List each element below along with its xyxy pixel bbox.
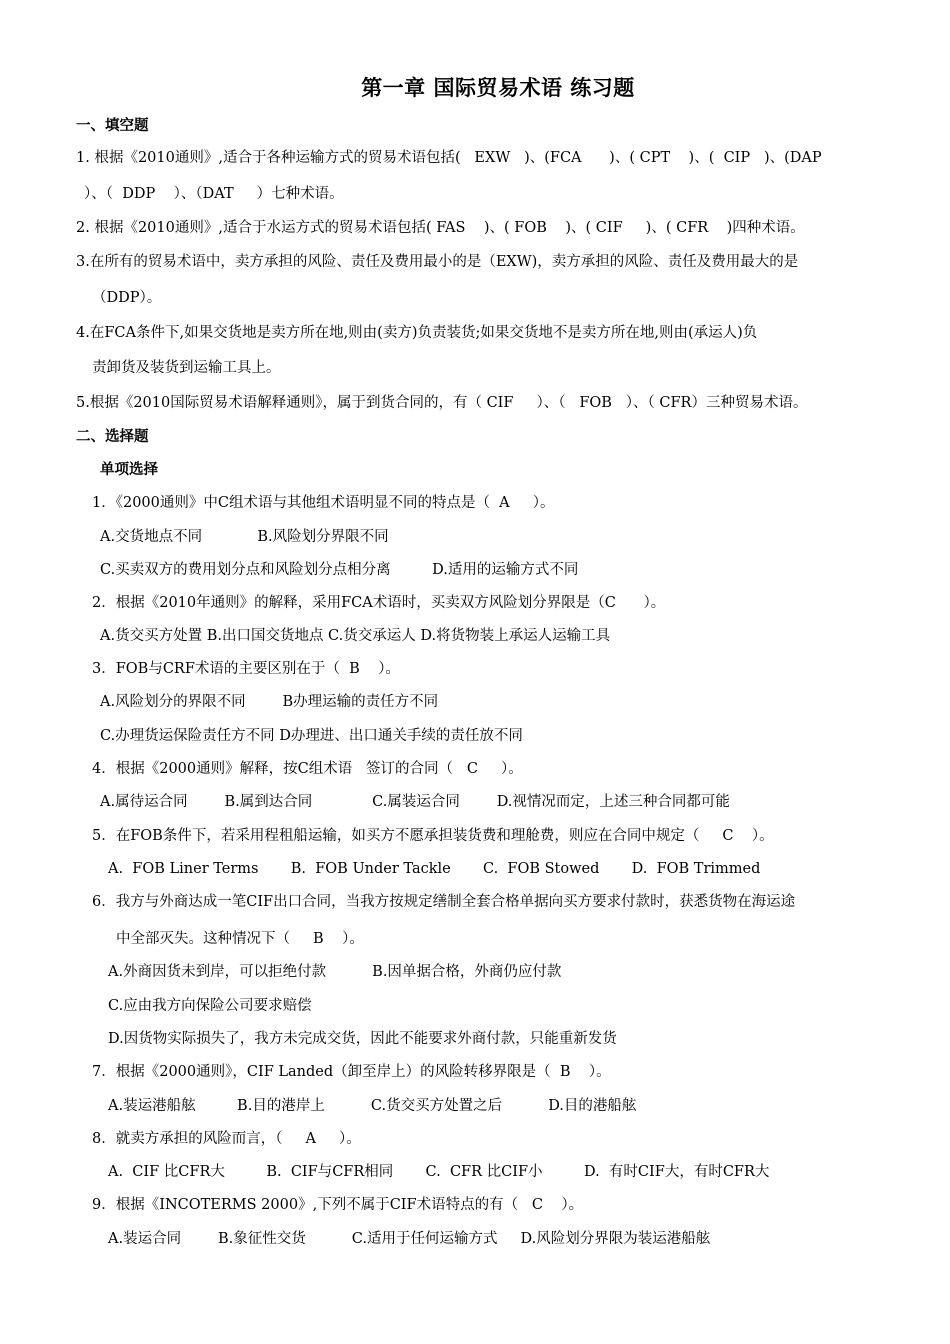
options-line: A.装运合同 B.象征性交货 C.适用于任何运输方式 D.风险划分界限为装运港船舷: [108, 1231, 711, 1247]
options-line: C.应由我方向保险公司要求赔偿: [108, 998, 312, 1014]
options-line: A. CIF 比CFR大 B. CIF与CFR相同 C. CFR 比CIF小 D. 有时CIF大，有时CFR大: [108, 1164, 770, 1180]
question-line: （DDP）。: [92, 290, 162, 306]
question-line: 2．根据《2010年通则》的解释，采用FCA术语时，买卖双方风险划分界限是（C ）。: [92, 595, 666, 611]
page-title: 第一章 国际贸易术语 练习题: [361, 76, 635, 100]
options-line: A.装运港船舷 B.目的港岸上 C.货交买方处置之后 D.目的港船舷: [108, 1098, 637, 1114]
subheading-single-choice: 单项选择: [100, 462, 158, 478]
options-line: A.外商因货未到岸，可以拒绝付款 B.因单据合格，外商仍应付款: [108, 964, 562, 980]
options-line: A.交货地点不同 B.风险划分界限不同: [100, 529, 389, 545]
options-line: A. FOB Liner Terms B. FOB Under Tackle C. FOB Stowed D. FOB Trimmed: [108, 861, 761, 877]
options-line: A.货交买方处置 B.出口国交货地点 C.货交承运人 D.将货物装上承运人运输工具: [100, 628, 611, 644]
question-line: 8．就卖方承担的风险而言，（ A ）。: [92, 1131, 361, 1147]
question-line: 中全部灭失。这种情况下（ B ）。: [116, 931, 364, 947]
options-line: D.因货物实际损失了，我方未完成交货，因此不能要求外商付款，只能重新发货: [108, 1031, 617, 1047]
options-line: C.买卖双方的费用划分点和风险划分点相分离 D.适用的运输方式不同: [100, 562, 579, 578]
options-line: C.办理货运保险责任方不同 D办理进、出口通关手续的责任放不同: [100, 728, 523, 744]
question-line: ）、（ DDP ）、（DAT ）七种术语。: [84, 186, 344, 202]
question-line: 3.在所有的贸易术语中，卖方承担的风险、责任及费用最小的是（EXW)，卖方承担的风险、责任及费用最大的是: [76, 254, 799, 270]
question-line: 4．根据《2000通则》解释，按C组术语 签订的合同（ C ）。: [92, 761, 523, 777]
question-line: 2. 根据《2010通则》,适合于水运方式的贸易术语包括( FAS )、( FOB )、( CIF )、( CFR )四种术语。: [76, 220, 805, 236]
question-line: 3．FOB与CRF术语的主要区别在于（ B ）。: [92, 661, 400, 677]
question-line: 9．根据《INCOTERMS 2000》,下列不属于CIF术语特点的有（ C ）。: [92, 1197, 584, 1213]
question-line: 1. 根据《2010通则》,适合于各种运输方式的贸易术语包括( EXW )、(FCA )、( CPT )、( CIP )、(DAP: [76, 150, 822, 166]
options-line: A.风险划分的界限不同 B办理运输的责任方不同: [100, 694, 439, 710]
question-line: 责卸货及装货到运输工具上。: [92, 360, 281, 376]
question-line: 7．根据《2000通则》，CIF Landed（卸至岸上）的风险转移界限是（ B ）。: [92, 1064, 611, 1080]
question-line: 5．在FOB条件下，若采用程租船运输，如买方不愿承担装货费和理舱费，则应在合同中规定（ C ）。: [92, 828, 774, 844]
section-heading-fill-blank: 一、填空题: [76, 118, 149, 134]
question-line: 1．《2000通则》中C组术语与其他组术语明显不同的特点是（ A ）。: [92, 495, 555, 511]
options-line: A.属待运合同 B.属到达合同 C.属装运合同 D.视情况而定，上述三种合同都可能: [100, 794, 730, 810]
question-line: 6．我方与外商达成一笔CIF出口合同，当我方按规定缮制全套合格单据向买方要求付款时，获悉货物在海运途: [92, 894, 796, 910]
question-line: 5.根据《2010国际贸易术语解释通则》，属于到货合同的，有（ CIF ）、（ FOB ）、（ CFR）三种贸易术语。: [76, 395, 808, 411]
section-heading-choice: 二、选择题: [76, 429, 149, 445]
question-line: 4.在FCA条件下,如果交货地是卖方所在地,则由(卖方)负责装货;如果交货地不是卖方所在地,则由(承运人)负: [76, 325, 758, 341]
